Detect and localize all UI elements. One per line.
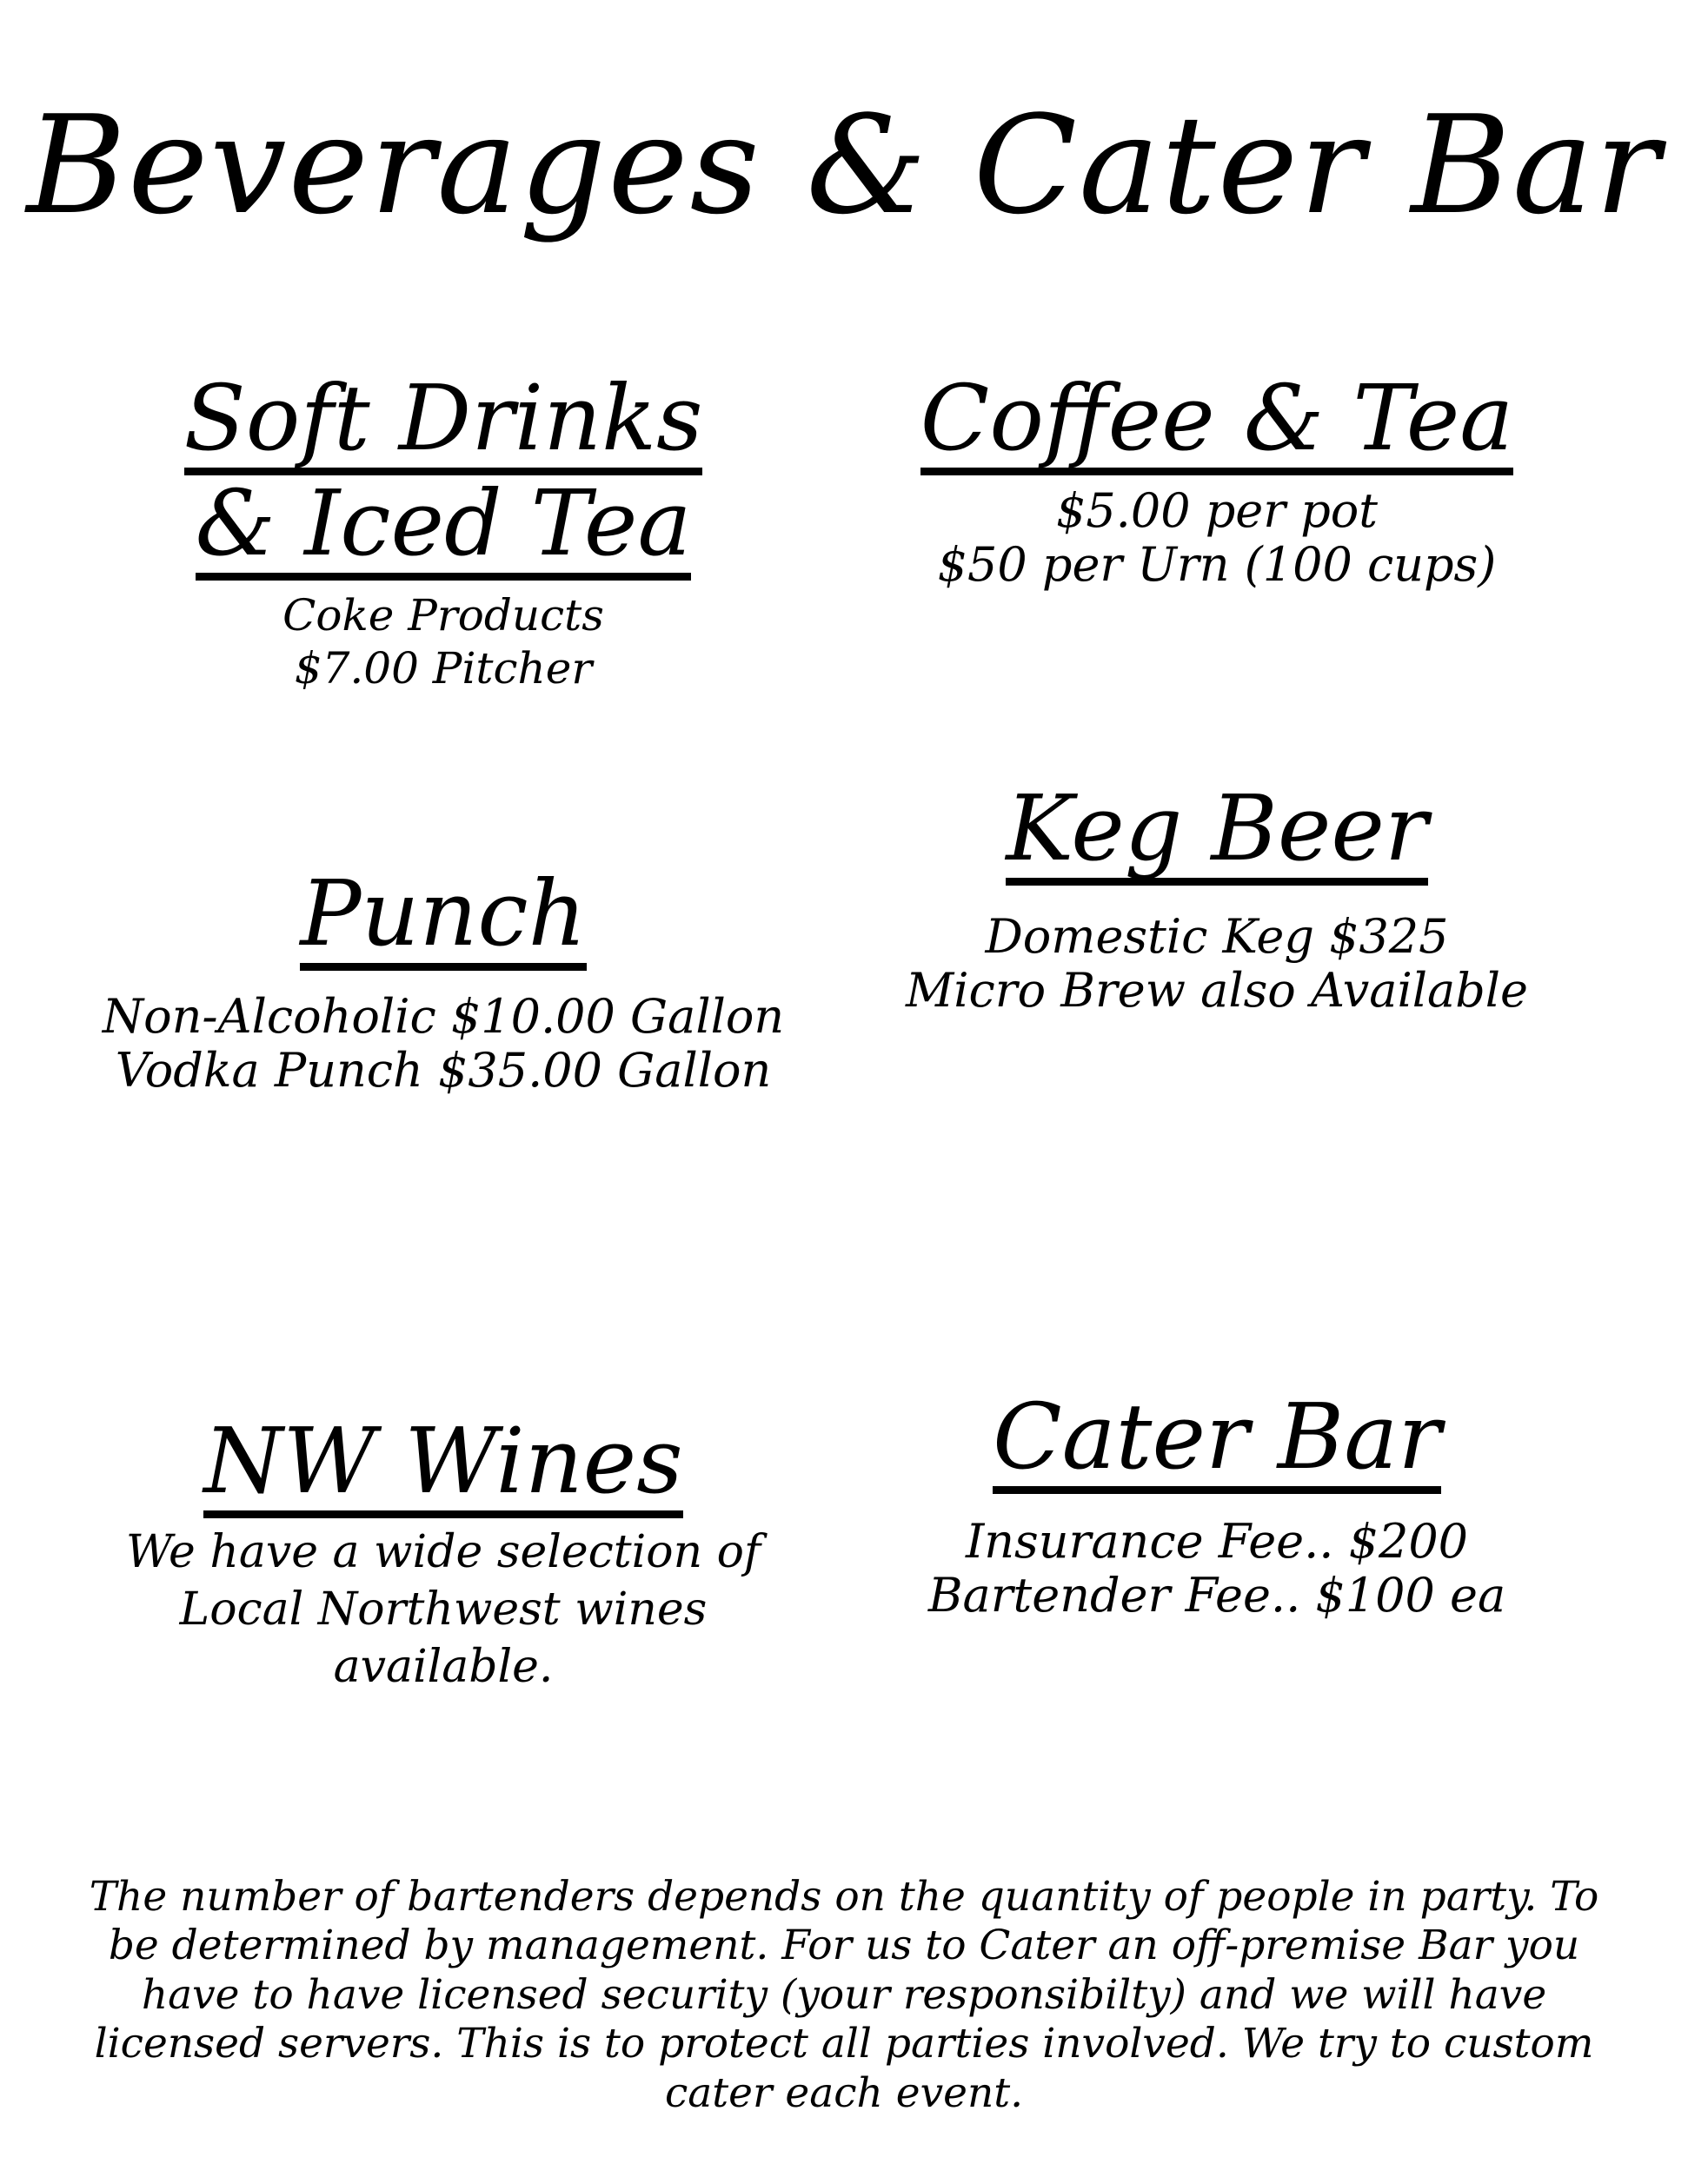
cater-bar-heading: Cater Bar <box>993 1391 1441 1494</box>
coffee-tea-details <box>869 484 1565 592</box>
coffee-tea-line: $5.00 per pot <box>1055 483 1379 539</box>
soft-drinks-line: $7.00 Pitcher <box>294 643 593 694</box>
nw-wines-heading: NW Wines <box>203 1415 682 1518</box>
keg-beer-heading: Keg Beer <box>1006 782 1427 886</box>
soft-drinks-heading-line1: Soft Drinks <box>184 372 703 475</box>
nw-wines-line: available. <box>333 1641 554 1694</box>
footer-note: The number of bartenders depends on the quantity of people in party. To be determined by management. For us to Cater an off-premise Bar you have to have licensed security (your responsibilty) and we will have licensed servers. This is to protect all parties involved. We try to custom cater each event. <box>89 1873 1599 2117</box>
punch-details <box>96 990 791 1098</box>
section-keg-beer <box>869 775 1565 1019</box>
nw-wines-line: Local Northwest wines <box>179 1583 708 1636</box>
cater-bar-details <box>869 1515 1565 1623</box>
section-soft-drinks <box>96 365 791 695</box>
section-nw-wines <box>96 1408 791 1696</box>
section-cater-bar <box>869 1384 1565 1623</box>
cater-bar-line: Insurance Fee.. $200 <box>965 1514 1469 1570</box>
nw-wines-line: We have a wide selection of <box>125 1526 761 1579</box>
coffee-tea-line: $50 per Urn (100 cups) <box>937 537 1497 593</box>
coffee-tea-heading: Coffee & Tea <box>920 372 1514 475</box>
nw-wines-details <box>96 1523 791 1696</box>
keg-beer-line: Micro Brew also Available <box>905 963 1529 1019</box>
punch-line: Non-Alcoholic $10.00 Gallon <box>102 989 785 1045</box>
cater-bar-line: Bartender Fee.. $100 ea <box>927 1568 1506 1623</box>
punch-line: Vodka Punch $35.00 Gallon <box>115 1043 772 1099</box>
punch-heading: Punch <box>300 867 586 971</box>
section-punch <box>96 860 791 1099</box>
soft-drinks-details <box>96 589 791 695</box>
section-coffee-tea <box>869 365 1565 593</box>
soft-drinks-heading-line2: & Iced Tea <box>196 477 692 581</box>
keg-beer-line: Domestic Keg $325 <box>985 909 1449 965</box>
keg-beer-details <box>869 910 1565 1018</box>
soft-drinks-line: Coke Products <box>282 590 604 641</box>
page-title: Beverages & Cater Bar <box>26 86 1662 244</box>
